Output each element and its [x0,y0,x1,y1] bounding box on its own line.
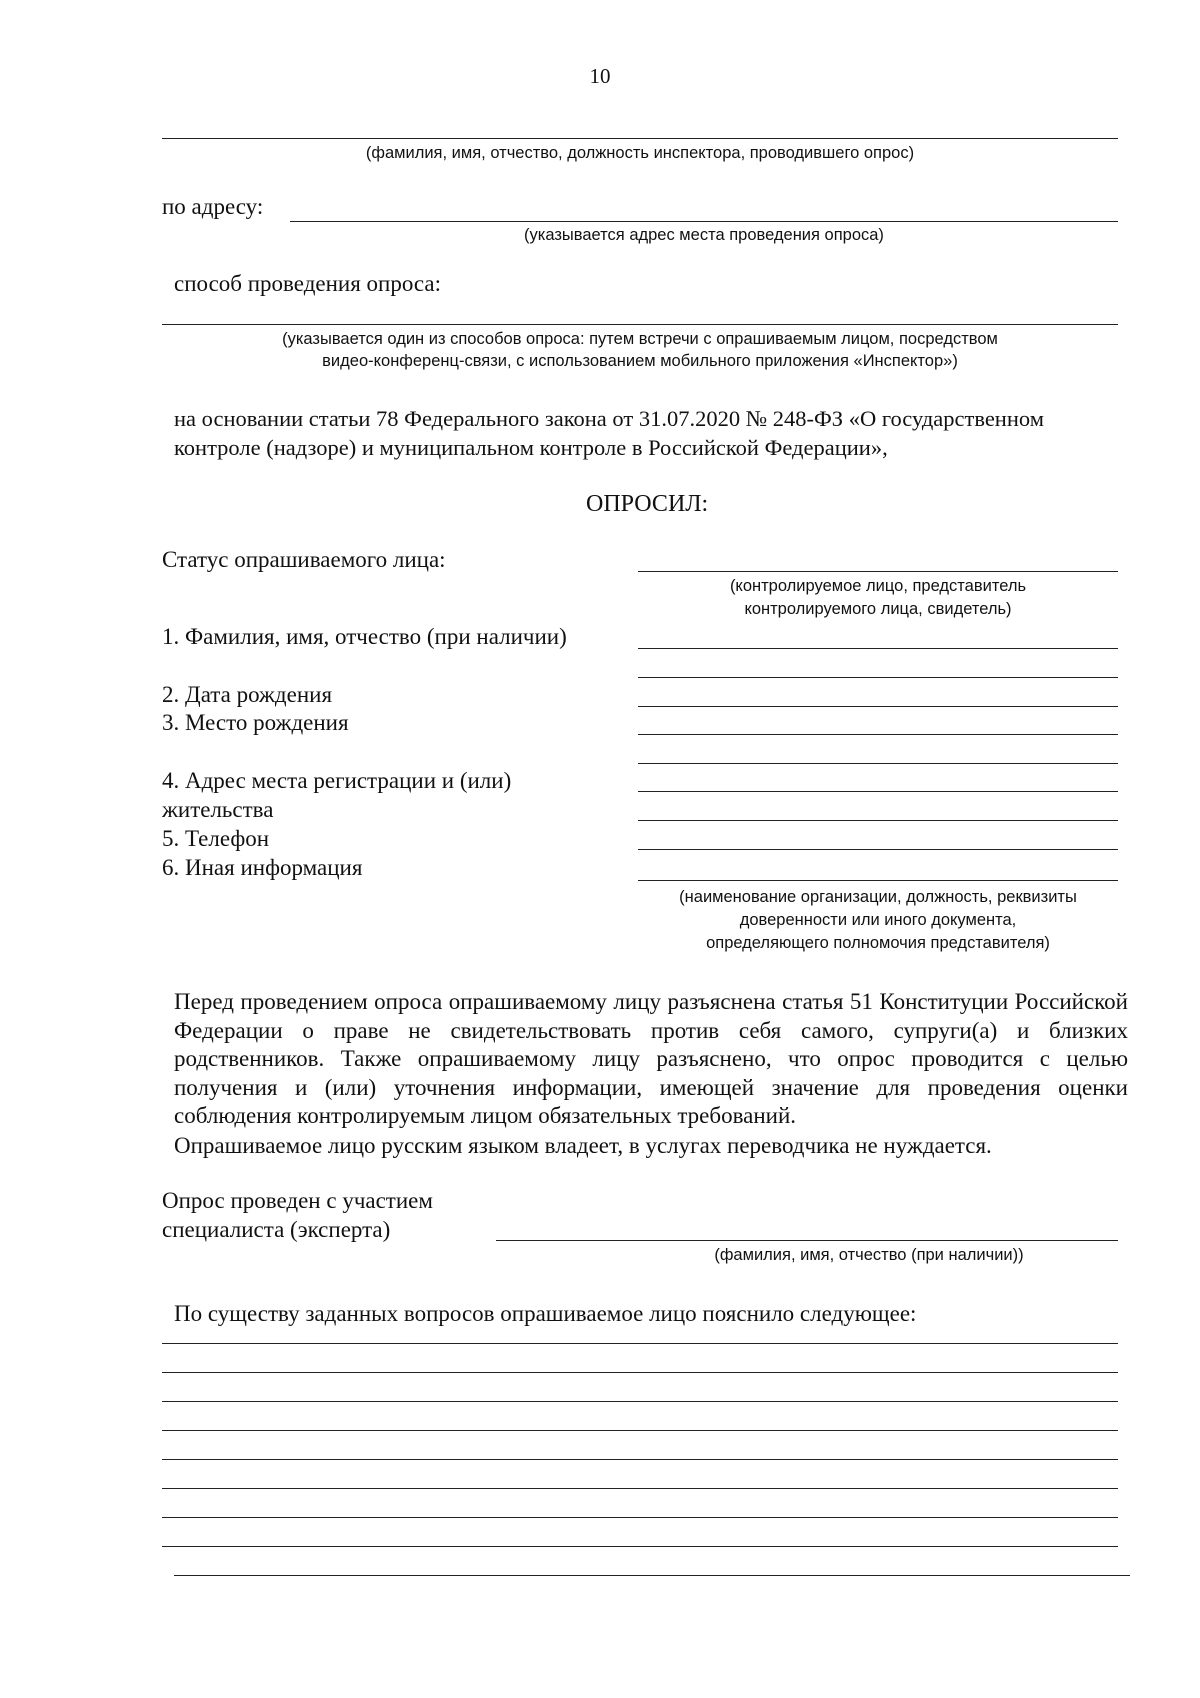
address-caption: (указывается адрес места проведения опроса) [524,226,884,244]
specialist-line[interactable] [496,1240,1118,1241]
answer-line[interactable] [162,1343,1118,1344]
method-caption-2: видео-конференц-связи, с использованием мобильного приложения «Инспектор») [322,352,958,370]
specialist-label-2: специалиста (эксперта) [162,1217,391,1242]
answer-line[interactable] [162,1430,1118,1431]
field-label-other: 6. Иная информация [162,855,363,880]
specialist-label-1: Опрос проведен с участием [162,1188,433,1213]
field-line-other[interactable] [638,880,1118,881]
field-line-fio[interactable] [638,648,1118,649]
org-caption-3: определяющего полномочия представителя) [706,934,1050,952]
field-line-birth-date[interactable] [638,706,1118,707]
answer-line[interactable] [174,1575,1130,1576]
status-line[interactable] [638,571,1118,572]
answer-line[interactable] [162,1517,1118,1518]
explanation-paragraph: Перед проведением опроса опрашиваемому лицу разъяснена статья 51 Конституции Российской Федерации о праве не свидетельствовать против себя самого, супруги(а) и близких родственников. Также опрашиваемому лицу разъяснено, что опрос проводится с целью получения и (или) уточнения информации, имеющей значение для проведения оценки соблюдения контролируемым лицом обязательных требований. [174,989,1128,1128]
field-label-birth-date: 2. Дата рождения [162,682,333,707]
answer-line[interactable] [162,1401,1118,1402]
field-label-address-cont: жительства [162,797,274,822]
status-caption-2: контролируемого лица, свидетель) [744,600,1012,618]
answer-line[interactable] [162,1459,1118,1460]
field-line-phone[interactable] [638,849,1118,850]
method-line[interactable] [162,324,1118,325]
specialist-caption: (фамилия, имя, отчество (при наличии)) [714,1246,1024,1264]
field-line-birth-place-2[interactable] [638,763,1118,764]
language-statement: Опрашиваемое лицо русским языком владеет, в услугах переводчика не нуждается. [174,1133,992,1158]
heading-oprosil: ОПРОСИЛ: [586,491,709,517]
field-line-address-2[interactable] [638,820,1118,821]
org-caption-1: (наименование организации, должность, реквизиты [679,888,1077,906]
field-line-birth-place[interactable] [638,734,1118,735]
method-label: способ проведения опроса: [174,271,442,296]
page-number: 10 [589,64,611,88]
field-label-address: 4. Адрес места регистрации и (или) [162,768,512,793]
field-label-birth-place: 3. Место рождения [162,710,349,735]
status-label: Статус опрашиваемого лица: [162,547,446,572]
field-line-address[interactable] [638,791,1118,792]
address-line[interactable] [290,221,1118,222]
field-label-fio: 1. Фамилия, имя, отчество (при наличии) [162,624,567,649]
org-caption-2: доверенности или иного документа, [739,911,1017,929]
inspector-caption: (фамилия, имя, отчество, должность инспектора, проводившего опрос) [365,144,915,162]
answer-line[interactable] [162,1546,1118,1547]
answer-line[interactable] [162,1372,1118,1373]
field-line-fio-2[interactable] [638,677,1118,678]
inspector-line[interactable] [162,138,1118,139]
basis-line-2: контроле (надзоре) и муниципальном контроле в Российской Федерации», [174,435,888,460]
address-label: по адресу: [162,194,264,219]
answers-intro: По существу заданных вопросов опрашиваемое лицо пояснило следующее: [174,1301,917,1326]
basis-line-1: на основании статьи 78 Федерального закона от 31.07.2020 № 248-ФЗ «О государственном [174,406,1044,431]
method-caption-1: (указывается один из способов опроса: путем встречи с опрашиваемым лицом, посредством [282,330,998,348]
status-caption-1: (контролируемое лицо, представитель [729,577,1027,595]
answer-line[interactable] [162,1488,1118,1489]
field-label-phone: 5. Телефон [162,826,270,851]
